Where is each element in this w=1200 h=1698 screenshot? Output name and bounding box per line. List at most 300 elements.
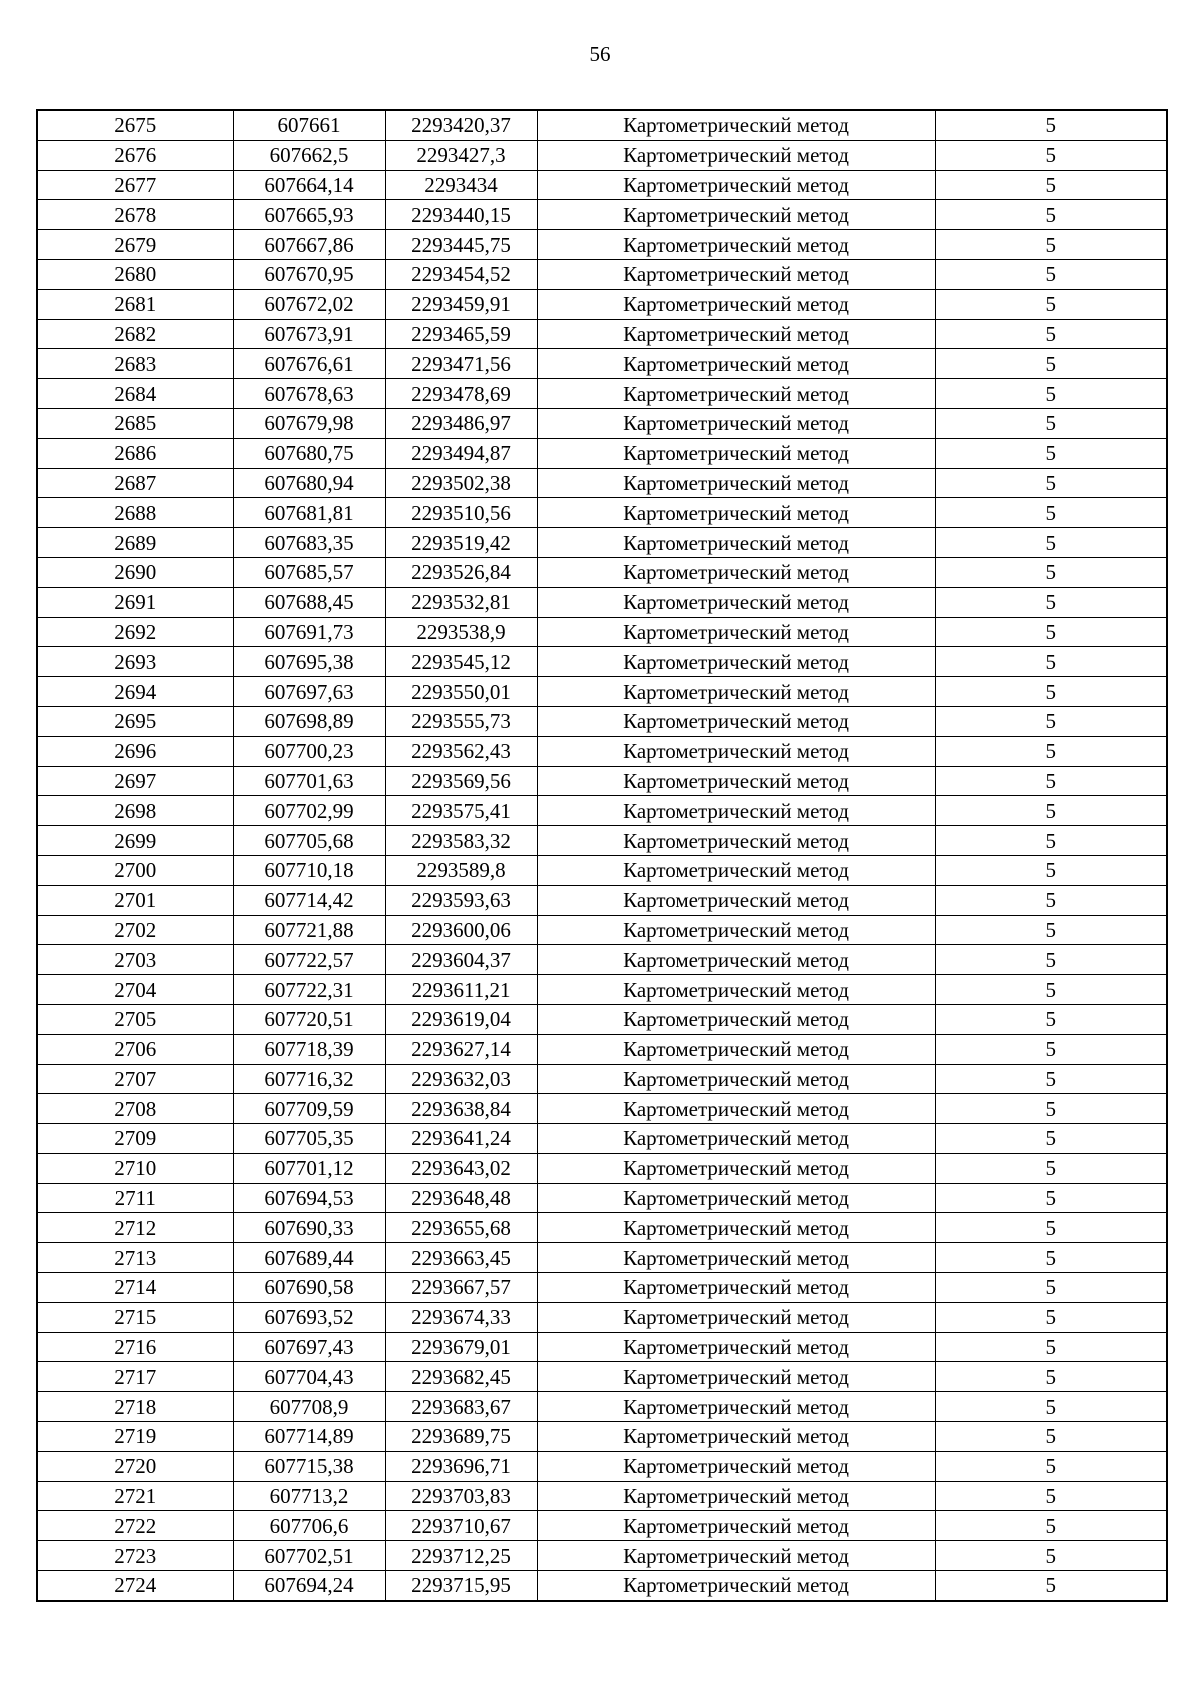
error-cell: 5 [935,587,1167,617]
error-cell: 5 [935,1153,1167,1183]
table-row [37,706,1167,736]
point-number-cell: 2700 [37,855,233,885]
error-cell: 5 [935,617,1167,647]
method-cell: Картометрический метод [537,1213,935,1243]
method-cell: Картометрический метод [537,1064,935,1094]
error-cell: 5 [935,438,1167,468]
x-coordinate-cell: 607701,12 [233,1153,385,1183]
x-coordinate-cell: 607700,23 [233,736,385,766]
x-coordinate-cell: 607694,24 [233,1571,385,1601]
table-row [37,1273,1167,1303]
point-number-cell: 2689 [37,528,233,558]
error-cell: 5 [935,1541,1167,1571]
error-cell: 5 [935,826,1167,856]
y-coordinate-cell: 2293715,95 [385,1571,537,1601]
point-number-cell: 2708 [37,1094,233,1124]
y-coordinate-cell: 2293679,01 [385,1332,537,1362]
point-number-cell: 2692 [37,617,233,647]
method-cell: Картометрический метод [537,1302,935,1332]
table-row [37,1302,1167,1332]
y-coordinate-cell: 2293689,75 [385,1422,537,1452]
y-coordinate-cell: 2293575,41 [385,796,537,826]
table-row [37,766,1167,796]
method-cell: Картометрический метод [537,1571,935,1601]
error-cell: 5 [935,647,1167,677]
method-cell: Картометрический метод [537,1451,935,1481]
point-number-cell: 2688 [37,498,233,528]
x-coordinate-cell: 607683,35 [233,528,385,558]
table-row [37,408,1167,438]
point-number-cell: 2679 [37,230,233,260]
table-row [37,319,1167,349]
x-coordinate-cell: 607714,42 [233,885,385,915]
point-number-cell: 2687 [37,468,233,498]
x-coordinate-cell: 607716,32 [233,1064,385,1094]
y-coordinate-cell: 2293486,97 [385,408,537,438]
x-coordinate-cell: 607679,98 [233,408,385,438]
method-cell: Картометрический метод [537,587,935,617]
point-number-cell: 2694 [37,677,233,707]
y-coordinate-cell: 2293696,71 [385,1451,537,1481]
error-cell: 5 [935,379,1167,409]
table-row [37,528,1167,558]
x-coordinate-cell: 607670,95 [233,259,385,289]
table-row [37,1511,1167,1541]
method-cell: Картометрический метод [537,1004,935,1034]
method-cell: Картометрический метод [537,1392,935,1422]
method-cell: Картометрический метод [537,498,935,528]
error-cell: 5 [935,1571,1167,1601]
y-coordinate-cell: 2293703,83 [385,1481,537,1511]
point-number-cell: 2724 [37,1571,233,1601]
x-coordinate-cell: 607720,51 [233,1004,385,1034]
point-number-cell: 2691 [37,587,233,617]
x-coordinate-cell: 607662,5 [233,140,385,170]
error-cell: 5 [935,1451,1167,1481]
error-cell: 5 [935,349,1167,379]
y-coordinate-cell: 2293638,84 [385,1094,537,1124]
point-number-cell: 2704 [37,975,233,1005]
point-number-cell: 2699 [37,826,233,856]
error-cell: 5 [935,915,1167,945]
x-coordinate-cell: 607722,57 [233,945,385,975]
page-number: 56 [589,42,611,66]
error-cell: 5 [935,945,1167,975]
table-row [37,438,1167,468]
table-row [37,1124,1167,1154]
y-coordinate-cell: 2293600,06 [385,915,537,945]
method-cell: Картометрический метод [537,438,935,468]
point-number-cell: 2678 [37,200,233,230]
method-cell: Картометрический метод [537,1541,935,1571]
y-coordinate-cell: 2293440,15 [385,200,537,230]
x-coordinate-cell: 607685,57 [233,557,385,587]
method-cell: Картометрический метод [537,677,935,707]
method-cell: Картометрический метод [537,408,935,438]
point-number-cell: 2685 [37,408,233,438]
point-number-cell: 2707 [37,1064,233,1094]
table-row [37,1094,1167,1124]
error-cell: 5 [935,1034,1167,1064]
table-row [37,855,1167,885]
point-number-cell: 2723 [37,1541,233,1571]
error-cell: 5 [935,140,1167,170]
error-cell: 5 [935,1362,1167,1392]
table-row [37,379,1167,409]
method-cell: Картометрический метод [537,1511,935,1541]
method-cell: Картометрический метод [537,855,935,885]
point-number-cell: 2690 [37,557,233,587]
error-cell: 5 [935,230,1167,260]
error-cell: 5 [935,259,1167,289]
x-coordinate-cell: 607680,94 [233,468,385,498]
error-cell: 5 [935,289,1167,319]
x-coordinate-cell: 607661 [233,110,385,140]
table-row [37,498,1167,528]
y-coordinate-cell: 2293583,32 [385,826,537,856]
point-number-cell: 2705 [37,1004,233,1034]
table-row [37,1541,1167,1571]
method-cell: Картометрический метод [537,1481,935,1511]
error-cell: 5 [935,170,1167,200]
point-number-cell: 2720 [37,1451,233,1481]
method-cell: Картометрический метод [537,289,935,319]
method-cell: Картометрический метод [537,975,935,1005]
point-number-cell: 2706 [37,1034,233,1064]
method-cell: Картометрический метод [537,915,935,945]
table-row [37,1392,1167,1422]
table-row [37,557,1167,587]
method-cell: Картометрический метод [537,230,935,260]
y-coordinate-cell: 2293427,3 [385,140,537,170]
y-coordinate-cell: 2293682,45 [385,1362,537,1392]
y-coordinate-cell: 2293569,56 [385,766,537,796]
x-coordinate-cell: 607718,39 [233,1034,385,1064]
table-row [37,349,1167,379]
point-number-cell: 2684 [37,379,233,409]
method-cell: Картометрический метод [537,1362,935,1392]
y-coordinate-cell: 2293710,67 [385,1511,537,1541]
error-cell: 5 [935,557,1167,587]
point-number-cell: 2693 [37,647,233,677]
y-coordinate-cell: 2293619,04 [385,1004,537,1034]
method-cell: Картометрический метод [537,259,935,289]
point-number-cell: 2682 [37,319,233,349]
y-coordinate-cell: 2293683,67 [385,1392,537,1422]
y-coordinate-cell: 2293545,12 [385,647,537,677]
table-row [37,1451,1167,1481]
y-coordinate-cell: 2293667,57 [385,1273,537,1303]
point-number-cell: 2713 [37,1243,233,1273]
method-cell: Картометрический метод [537,349,935,379]
error-cell: 5 [935,528,1167,558]
point-number-cell: 2681 [37,289,233,319]
point-number-cell: 2721 [37,1481,233,1511]
point-number-cell: 2683 [37,349,233,379]
point-number-cell: 2709 [37,1124,233,1154]
method-cell: Картометрический метод [537,1273,935,1303]
method-cell: Картометрический метод [537,200,935,230]
point-number-cell: 2702 [37,915,233,945]
y-coordinate-cell: 2293604,37 [385,945,537,975]
point-number-cell: 2701 [37,885,233,915]
y-coordinate-cell: 2293648,48 [385,1183,537,1213]
point-number-cell: 2680 [37,259,233,289]
table-row [37,975,1167,1005]
table-row [37,915,1167,945]
table-row [37,945,1167,975]
coordinates-table [36,109,1168,1602]
point-number-cell: 2676 [37,140,233,170]
x-coordinate-cell: 607672,02 [233,289,385,319]
error-cell: 5 [935,1273,1167,1303]
x-coordinate-cell: 607702,99 [233,796,385,826]
x-coordinate-cell: 607690,58 [233,1273,385,1303]
y-coordinate-cell: 2293555,73 [385,706,537,736]
method-cell: Картометрический метод [537,1332,935,1362]
table-row [37,1481,1167,1511]
x-coordinate-cell: 607665,93 [233,200,385,230]
y-coordinate-cell: 2293663,45 [385,1243,537,1273]
method-cell: Картометрический метод [537,1183,935,1213]
table-row [37,230,1167,260]
table-row [37,1243,1167,1273]
error-cell: 5 [935,855,1167,885]
y-coordinate-cell: 2293674,33 [385,1302,537,1332]
x-coordinate-cell: 607676,61 [233,349,385,379]
x-coordinate-cell: 607709,59 [233,1094,385,1124]
point-number-cell: 2675 [37,110,233,140]
point-number-cell: 2711 [37,1183,233,1213]
x-coordinate-cell: 607722,31 [233,975,385,1005]
error-cell: 5 [935,706,1167,736]
point-number-cell: 2722 [37,1511,233,1541]
method-cell: Картометрический метод [537,766,935,796]
table-row [37,1183,1167,1213]
point-number-cell: 2696 [37,736,233,766]
y-coordinate-cell: 2293445,75 [385,230,537,260]
x-coordinate-cell: 607705,35 [233,1124,385,1154]
error-cell: 5 [935,1302,1167,1332]
x-coordinate-cell: 607691,73 [233,617,385,647]
error-cell: 5 [935,1213,1167,1243]
error-cell: 5 [935,766,1167,796]
x-coordinate-cell: 607678,63 [233,379,385,409]
error-cell: 5 [935,677,1167,707]
method-cell: Картометрический метод [537,1124,935,1154]
y-coordinate-cell: 2293562,43 [385,736,537,766]
method-cell: Картометрический метод [537,140,935,170]
point-number-cell: 2710 [37,1153,233,1183]
error-cell: 5 [935,1481,1167,1511]
method-cell: Картометрический метод [537,110,935,140]
method-cell: Картометрический метод [537,319,935,349]
method-cell: Картометрический метод [537,945,935,975]
x-coordinate-cell: 607708,9 [233,1392,385,1422]
y-coordinate-cell: 2293494,87 [385,438,537,468]
point-number-cell: 2677 [37,170,233,200]
method-cell: Картометрический метод [537,170,935,200]
y-coordinate-cell: 2293589,8 [385,855,537,885]
table-row [37,140,1167,170]
y-coordinate-cell: 2293538,9 [385,617,537,647]
point-number-cell: 2703 [37,945,233,975]
point-number-cell: 2697 [37,766,233,796]
x-coordinate-cell: 607695,38 [233,647,385,677]
y-coordinate-cell: 2293454,52 [385,259,537,289]
y-coordinate-cell: 2293627,14 [385,1034,537,1064]
method-cell: Картометрический метод [537,1243,935,1273]
method-cell: Картометрический метод [537,736,935,766]
x-coordinate-cell: 607693,52 [233,1302,385,1332]
error-cell: 5 [935,1511,1167,1541]
table-row [37,1422,1167,1452]
method-cell: Картометрический метод [537,885,935,915]
y-coordinate-cell: 2293420,37 [385,110,537,140]
method-cell: Картометрический метод [537,528,935,558]
y-coordinate-cell: 2293478,69 [385,379,537,409]
point-number-cell: 2719 [37,1422,233,1452]
error-cell: 5 [935,1183,1167,1213]
y-coordinate-cell: 2293510,56 [385,498,537,528]
x-coordinate-cell: 607664,14 [233,170,385,200]
error-cell: 5 [935,796,1167,826]
x-coordinate-cell: 607667,86 [233,230,385,260]
x-coordinate-cell: 607713,2 [233,1481,385,1511]
x-coordinate-cell: 607681,81 [233,498,385,528]
point-number-cell: 2714 [37,1273,233,1303]
method-cell: Картометрический метод [537,379,935,409]
method-cell: Картометрический метод [537,796,935,826]
table-row [37,677,1167,707]
table-row [37,826,1167,856]
y-coordinate-cell: 2293532,81 [385,587,537,617]
error-cell: 5 [935,1422,1167,1452]
error-cell: 5 [935,1124,1167,1154]
method-cell: Картометрический метод [537,1034,935,1064]
method-cell: Картометрический метод [537,1153,935,1183]
table-row [37,647,1167,677]
table-row [37,736,1167,766]
method-cell: Картометрический метод [537,468,935,498]
y-coordinate-cell: 2293712,25 [385,1541,537,1571]
point-number-cell: 2718 [37,1392,233,1422]
error-cell: 5 [935,468,1167,498]
method-cell: Картометрический метод [537,826,935,856]
x-coordinate-cell: 607697,63 [233,677,385,707]
y-coordinate-cell: 2293593,63 [385,885,537,915]
error-cell: 5 [935,200,1167,230]
y-coordinate-cell: 2293465,59 [385,319,537,349]
x-coordinate-cell: 607688,45 [233,587,385,617]
point-number-cell: 2712 [37,1213,233,1243]
method-cell: Картометрический метод [537,647,935,677]
error-cell: 5 [935,1094,1167,1124]
table-row [37,1064,1167,1094]
error-cell: 5 [935,1243,1167,1273]
x-coordinate-cell: 607715,38 [233,1451,385,1481]
error-cell: 5 [935,736,1167,766]
y-coordinate-cell: 2293459,91 [385,289,537,319]
point-number-cell: 2716 [37,1332,233,1362]
point-number-cell: 2717 [37,1362,233,1392]
point-number-cell: 2698 [37,796,233,826]
table-row [37,289,1167,319]
error-cell: 5 [935,1004,1167,1034]
method-cell: Картометрический метод [537,557,935,587]
x-coordinate-cell: 607705,68 [233,826,385,856]
table-row [37,1362,1167,1392]
error-cell: 5 [935,408,1167,438]
error-cell: 5 [935,885,1167,915]
y-coordinate-cell: 2293519,42 [385,528,537,558]
y-coordinate-cell: 2293550,01 [385,677,537,707]
table-row [37,1034,1167,1064]
x-coordinate-cell: 607698,89 [233,706,385,736]
error-cell: 5 [935,1064,1167,1094]
table-row [37,885,1167,915]
x-coordinate-cell: 607673,91 [233,319,385,349]
y-coordinate-cell: 2293526,84 [385,557,537,587]
y-coordinate-cell: 2293655,68 [385,1213,537,1243]
y-coordinate-cell: 2293434 [385,170,537,200]
y-coordinate-cell: 2293641,24 [385,1124,537,1154]
x-coordinate-cell: 607721,88 [233,915,385,945]
point-number-cell: 2715 [37,1302,233,1332]
x-coordinate-cell: 607701,63 [233,766,385,796]
x-coordinate-cell: 607706,6 [233,1511,385,1541]
table-row [37,110,1167,140]
error-cell: 5 [935,1392,1167,1422]
table-row [37,1153,1167,1183]
table-row [37,587,1167,617]
method-cell: Картометрический метод [537,706,935,736]
y-coordinate-cell: 2293643,02 [385,1153,537,1183]
error-cell: 5 [935,110,1167,140]
y-coordinate-cell: 2293471,56 [385,349,537,379]
method-cell: Картометрический метод [537,617,935,647]
point-number-cell: 2695 [37,706,233,736]
error-cell: 5 [935,498,1167,528]
x-coordinate-cell: 607710,18 [233,855,385,885]
table-row [37,259,1167,289]
table-row [37,1213,1167,1243]
error-cell: 5 [935,319,1167,349]
table-row [37,796,1167,826]
x-coordinate-cell: 607689,44 [233,1243,385,1273]
error-cell: 5 [935,975,1167,1005]
y-coordinate-cell: 2293611,21 [385,975,537,1005]
x-coordinate-cell: 607697,43 [233,1332,385,1362]
error-cell: 5 [935,1332,1167,1362]
method-cell: Картометрический метод [537,1094,935,1124]
coordinates-table-body [37,110,1167,1601]
point-number-cell: 2686 [37,438,233,468]
table-row [37,170,1167,200]
table-row [37,1332,1167,1362]
y-coordinate-cell: 2293502,38 [385,468,537,498]
x-coordinate-cell: 607704,43 [233,1362,385,1392]
x-coordinate-cell: 607714,89 [233,1422,385,1452]
x-coordinate-cell: 607690,33 [233,1213,385,1243]
y-coordinate-cell: 2293632,03 [385,1064,537,1094]
table-row [37,617,1167,647]
table-row [37,1004,1167,1034]
x-coordinate-cell: 607680,75 [233,438,385,468]
table-row [37,200,1167,230]
x-coordinate-cell: 607702,51 [233,1541,385,1571]
table-row [37,1571,1167,1601]
